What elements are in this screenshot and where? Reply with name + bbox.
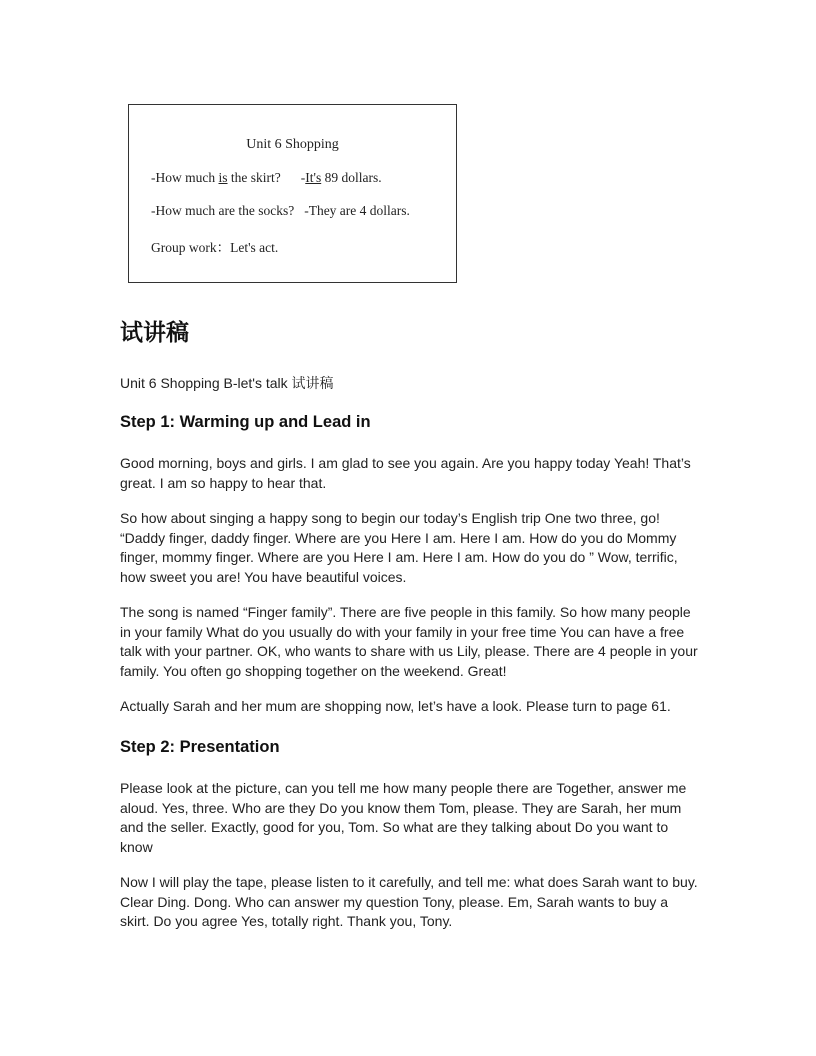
paragraph-song: So how about singing a happy song to begin our today’s English trip One two three, go! “Daddy finger, daddy finger. Where are you Here I am. Here I am. How do you do Mommy finger, mommy finger. Where are you Here I am. Here I am. How do you do ” Wow, terrific, how sweet you are! You have beautiful voices. bbox=[120, 510, 678, 585]
document-title: 试讲稿 bbox=[120, 320, 189, 346]
board-line-1-q-pre: -How much bbox=[151, 170, 219, 185]
paragraph-tape: Now I will play the tape, please listen to it carefully, and tell me: what does Sarah want to buy. Clear Ding. Dong. Who can answer my question Tony, please. Em, Sarah wants to buy a skirt. Do you agree Yes, totally right. Thank you, Tony. bbox=[120, 874, 698, 930]
blackboard-design-box bbox=[128, 104, 457, 283]
board-line-1-a-underlined: It's bbox=[305, 170, 322, 185]
step-2-heading: Step 2: Presentation bbox=[120, 738, 280, 756]
paragraph-picture: Please look at the picture, can you tell me how many people there are Together, answer me aloud. Yes, three. Who are they Do you know them Tom, please. They are Sarah, her mum and the seller. Exactly, good for you, Tom. So what are they talking about Do you want to know bbox=[120, 780, 687, 855]
board-title: Unit 6 Shopping bbox=[246, 137, 339, 152]
board-line-2-question: -How much are the socks? bbox=[151, 203, 295, 218]
paragraph-greeting: Good morning, boys and girls. I am glad to see you again. Are you happy today Yeah! That’s great. I am so happy to hear that. bbox=[120, 455, 691, 491]
board-line-2 bbox=[151, 203, 410, 219]
board-line-1-a-pre: - bbox=[300, 170, 306, 185]
board-line-1 bbox=[151, 170, 382, 186]
board-line-1-q-post: the skirt? bbox=[227, 170, 281, 185]
step-1-heading: Step 1: Warming up and Lead in bbox=[120, 413, 371, 431]
board-line-1-q-underlined: is bbox=[218, 170, 228, 185]
board-line-2-answer: -They are 4 dollars. bbox=[304, 203, 410, 218]
paragraph-page-turn: Actually Sarah and her mum are shopping now, let’s have a look. Please turn to page 61. bbox=[120, 698, 671, 714]
board-line-3: Group work：Let's act. bbox=[151, 240, 279, 255]
document-subtitle: Unit 6 Shopping B-let's talk 试讲稿 bbox=[120, 375, 334, 391]
paragraph-family: The song is named “Finger family”. There are five people in this family. So how many people in your family What do you usually do with your family in your free time You can have a free talk with your partner. OK, who wants to share with us Lily, please. There are 4 people in your family. You often go shopping together on the weekend. Great! bbox=[120, 604, 698, 679]
board-line-1-a-post: 89 dollars. bbox=[321, 170, 382, 185]
